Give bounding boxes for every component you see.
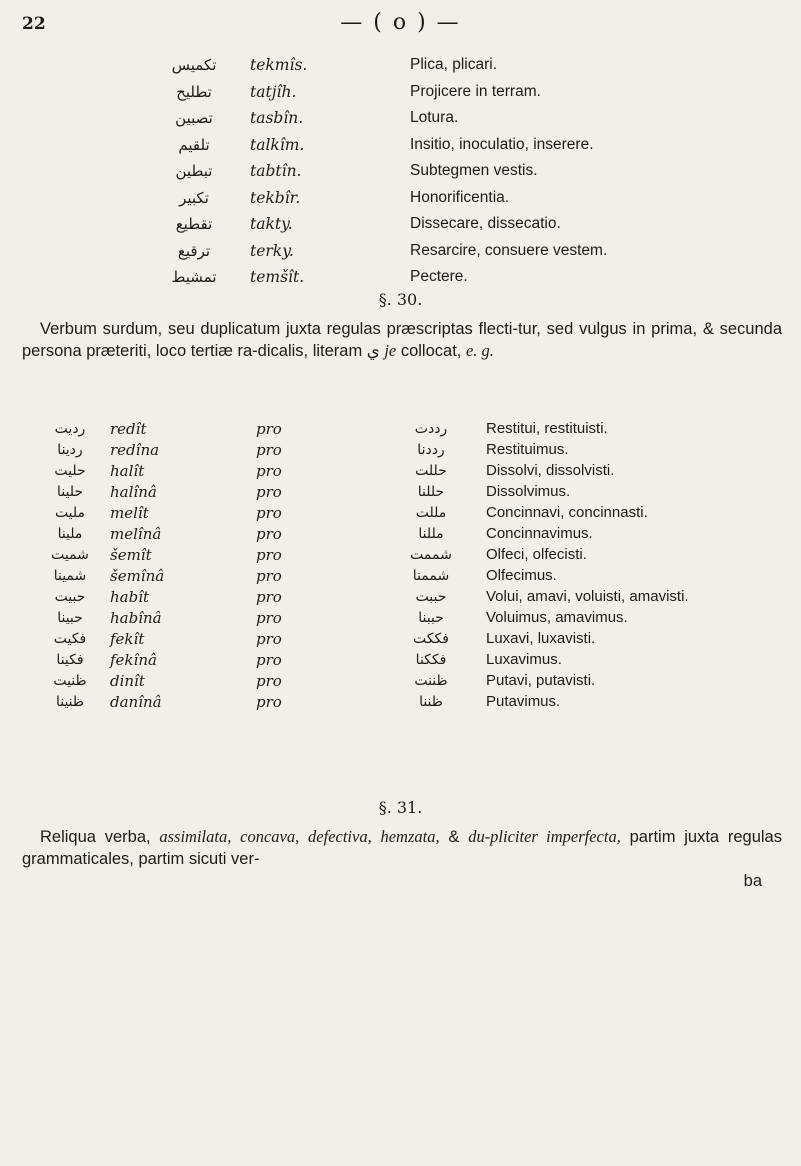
arabic-word: تصبين: [175, 109, 213, 128]
pro-word: pro: [256, 503, 282, 522]
pro-word: pro: [256, 629, 282, 648]
vulgar-form: فكينا: [56, 651, 84, 668]
latin-meaning: Resarcire, consuere vestem.: [410, 241, 608, 259]
vocab-row: [138, 238, 788, 265]
vulgar-form: ردينا: [57, 441, 83, 458]
conjugation-table: [30, 418, 790, 712]
conjugation-row: [30, 502, 790, 523]
pro-word: pro: [256, 692, 282, 711]
transliteration: melît: [110, 503, 149, 522]
transliteration: talkîm.: [250, 135, 305, 154]
section-31-body-end: partim juxta regulas grammaticales, partim sicuti ver-: [22, 828, 782, 868]
arabic-word: تطليح: [176, 82, 212, 101]
arabic-word: تكميس: [171, 56, 217, 75]
pro-word: pro: [256, 587, 282, 606]
conjugation-row: [30, 670, 790, 691]
vocab-row: [138, 264, 788, 291]
classical-form: ظننا: [419, 693, 443, 710]
classical-form: فككت: [413, 630, 449, 647]
example-marker: e. g.: [465, 341, 494, 360]
vocab-row: [138, 158, 788, 185]
section-30-text: [22, 318, 782, 362]
section-heading-31: §. 31.: [378, 798, 423, 817]
vulgar-form: حبيت: [54, 588, 86, 605]
latin-meaning: Lotura.: [410, 109, 459, 127]
transliteration: danînâ: [110, 692, 162, 711]
vulgar-form: حلينا: [56, 483, 83, 500]
transliteration: šemît: [110, 545, 152, 564]
classical-form: مللت: [415, 504, 447, 521]
vulgar-form: ظنينا: [55, 693, 85, 710]
conjugation-row: [30, 418, 790, 439]
term-hemzata: hemzata,: [380, 827, 440, 846]
transliteration: tabtîn.: [250, 162, 302, 181]
section-31-body: Reliqua verba,: [40, 828, 151, 846]
latin-meaning: Concinnavi, concinnasti.: [486, 504, 648, 521]
latin-meaning: Luxavimus.: [486, 651, 562, 668]
pro-word: pro: [256, 650, 282, 669]
vocab-row: [138, 105, 788, 132]
vocab-row: [138, 211, 788, 238]
pro-word: pro: [256, 419, 282, 438]
vulgar-form: رديت: [54, 420, 86, 437]
conjugation-row: [30, 691, 790, 712]
transliteration: takty.: [250, 215, 293, 234]
classical-form: حببنا: [418, 609, 444, 626]
conjugation-row: [30, 439, 790, 460]
transliteration: redît: [110, 419, 147, 438]
latin-meaning: Concinnavimus.: [486, 525, 593, 542]
transliteration: habît: [110, 587, 150, 606]
term-dupliciter-imperfecta: du-pliciter imperfecta,: [468, 827, 621, 846]
latin-meaning: Subtegmen vestis.: [410, 162, 538, 180]
pro-word: pro: [256, 608, 282, 627]
arabic-word: ترقيع: [177, 241, 211, 260]
latin-meaning: Olfecimus.: [486, 567, 557, 584]
transliteration: tasbîn.: [250, 109, 304, 128]
transliteration: terky.: [250, 241, 294, 260]
conjugation-row: [30, 523, 790, 544]
vulgar-form: فكيت: [53, 630, 87, 647]
vocab-row: [138, 185, 788, 212]
transliteration: tekbîr.: [250, 188, 301, 207]
conjugation-row: [30, 565, 790, 586]
pro-word: pro: [256, 440, 282, 459]
vulgar-form: مليت: [54, 504, 86, 521]
vocabulary-list: [138, 52, 788, 291]
conjugation-row: [30, 607, 790, 628]
running-head: — ( o ) —: [340, 10, 461, 35]
conjugation-row: [30, 586, 790, 607]
ampersand: &: [448, 828, 460, 846]
latin-meaning: Olfeci, olfecisti.: [486, 546, 587, 563]
latin-meaning: Putavi, putavisti.: [486, 672, 596, 689]
arabic-letter: ي: [366, 342, 380, 360]
arabic-word: تكبير: [179, 188, 209, 207]
section-31-text: [22, 826, 782, 892]
term-defectiva: defectiva,: [308, 827, 372, 846]
classical-form: رددنا: [417, 441, 445, 458]
transliteration: šemînâ: [110, 566, 165, 585]
transliteration: redîna: [110, 440, 160, 459]
transliteration: tatjîh.: [250, 82, 297, 101]
transliteration: dinît: [110, 671, 145, 690]
latin-meaning: Dissecare, dissecatio.: [410, 215, 561, 233]
latin-meaning: Luxavi, luxavisti.: [486, 630, 596, 647]
vulgar-form: ظنيت: [53, 672, 87, 689]
conjugation-row: [30, 460, 790, 481]
classical-form: حللت: [415, 462, 447, 479]
latin-meaning: Dissolvimus.: [486, 483, 571, 500]
classical-form: ظننت: [414, 672, 448, 689]
transliteration: halînâ: [110, 482, 157, 501]
pro-word: pro: [256, 545, 282, 564]
vocab-row: [138, 132, 788, 159]
section-30-body-end: collocat,: [400, 342, 462, 360]
page-number: 22: [22, 14, 46, 34]
pro-word: pro: [256, 566, 282, 585]
latin-meaning: Plica, plicari.: [410, 56, 497, 74]
section-heading-30: §. 30.: [378, 290, 423, 309]
transliteration: fekît: [110, 629, 145, 648]
vocab-row: [138, 79, 788, 106]
latin-meaning: Restituimus.: [486, 441, 569, 458]
arabic-word: تبطين: [175, 162, 213, 181]
vulgar-form: ملينا: [57, 525, 83, 542]
classical-form: شممنا: [412, 567, 450, 584]
conjugation-row: [30, 628, 790, 649]
vulgar-form: حليت: [54, 462, 86, 479]
classical-form: حللنا: [417, 483, 445, 500]
pro-word: pro: [256, 461, 282, 480]
section-30-body: Verbum surdum, seu duplicatum juxta regulas præscriptas flecti-tur, sed vulgus in prima, & secunda persona præteriti, loco tertiæ ra-dicalis, literam: [22, 320, 782, 360]
conjugation-row: [30, 544, 790, 565]
vocab-row: [138, 52, 788, 79]
letter-name: je: [384, 341, 397, 360]
latin-meaning: Voluimus, amavimus.: [486, 609, 628, 626]
term-assimilata: assimilata,: [159, 827, 232, 846]
vulgar-form: حبينا: [57, 609, 83, 626]
classical-form: رددت: [414, 420, 448, 437]
transliteration: habînâ: [110, 608, 162, 627]
transliteration: fekînâ: [110, 650, 157, 669]
arabic-word: تلقيم: [178, 135, 210, 154]
pro-word: pro: [256, 524, 282, 543]
catchword: ba: [743, 872, 762, 890]
arabic-word: تقطيع: [175, 215, 213, 234]
classical-form: شممت: [410, 546, 452, 563]
latin-meaning: Dissolvi, dissolvisti.: [486, 462, 615, 479]
latin-meaning: Pectere.: [410, 268, 468, 286]
conjugation-row: [30, 481, 790, 502]
transliteration: tekmîs.: [250, 56, 308, 75]
latin-meaning: Insitio, inoculatio, inserere.: [410, 135, 594, 153]
vulgar-form: شمينا: [53, 567, 87, 584]
latin-meaning: Honorificentia.: [410, 188, 510, 206]
transliteration: melînâ: [110, 524, 162, 543]
pro-word: pro: [256, 482, 282, 501]
transliteration: halît: [110, 461, 145, 480]
latin-meaning: Putavimus.: [486, 693, 561, 710]
classical-form: فككنا: [415, 651, 447, 668]
conjugation-row: [30, 649, 790, 670]
transliteration: temšît.: [250, 268, 305, 287]
arabic-word: تمشيط: [171, 268, 217, 287]
vulgar-form: شميت: [51, 546, 89, 563]
latin-meaning: Projicere in terram.: [410, 82, 541, 100]
classical-form: حببت: [415, 588, 447, 605]
latin-meaning: Volui, amavi, voluisti, amavisti.: [486, 588, 689, 605]
pro-word: pro: [256, 671, 282, 690]
term-concava: concava,: [240, 827, 300, 846]
latin-meaning: Restitui, restituisti.: [486, 420, 608, 437]
classical-form: مللنا: [418, 525, 444, 542]
